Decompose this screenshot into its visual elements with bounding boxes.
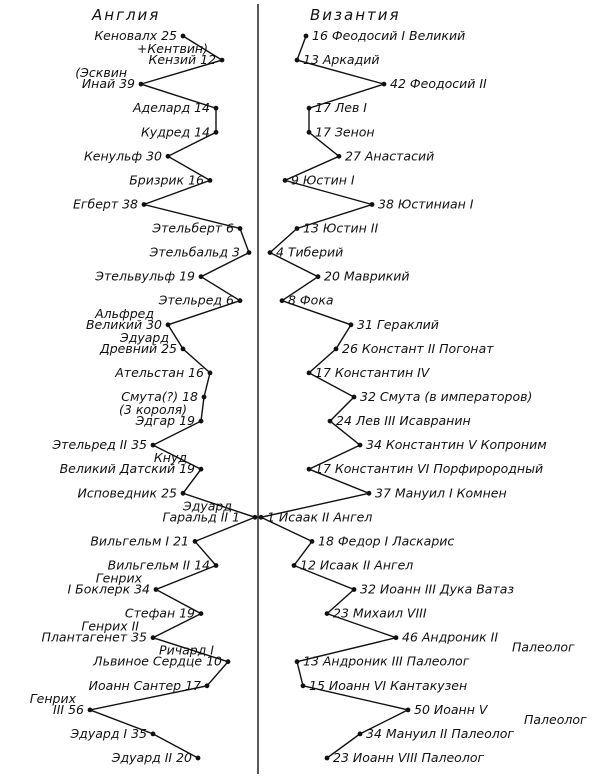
left-entry: Великий Датский 19 [59, 461, 195, 477]
right-point [325, 611, 330, 616]
right-entry: 24 Лев III Исавранин [336, 413, 471, 429]
left-entry-line2: Альфред [95, 305, 154, 321]
right-point [292, 563, 297, 568]
right-point [307, 106, 312, 111]
right-point [349, 322, 354, 327]
left-entry-line2: (3 короля) [119, 402, 187, 418]
left-point [196, 756, 201, 761]
left-point [214, 130, 219, 135]
left-entry-line2: Генрих II [81, 618, 139, 634]
left-entry: I Боклерк 34 [67, 581, 150, 597]
england-sequence [30, 28, 258, 765]
right-point [259, 515, 264, 520]
left-point [205, 683, 210, 688]
left-point [88, 708, 93, 713]
right-point [295, 659, 300, 664]
left-point [208, 371, 213, 376]
right-entry: 34 Мануил II Палеолог [366, 725, 514, 741]
left-entry: III 56 [53, 701, 84, 717]
right-point [307, 371, 312, 376]
right-entry: 32 Иоанн III Дука Ватаз [360, 581, 515, 597]
left-entry: Егберт 38 [73, 196, 138, 212]
left-entry: Кудред 14 [140, 124, 210, 140]
right-point [406, 708, 411, 713]
right-point [358, 732, 363, 737]
left-entry: Кензий 12 [148, 52, 216, 68]
right-entry-line2: Палеолог [512, 639, 575, 655]
right-entry: 16 Феодосий I Великий [312, 28, 466, 43]
left-point [181, 347, 186, 352]
right-point [367, 491, 372, 496]
right-entry: 20 Маврикий [324, 268, 410, 284]
left-entry-line2: Генрих [29, 690, 76, 706]
left-point [199, 274, 204, 279]
left-point [151, 443, 156, 448]
right-entry: 34 Константин V Копроним [366, 437, 547, 453]
left-point [181, 491, 186, 496]
right-point [304, 34, 309, 39]
right-entry: 17 Лев I [315, 100, 367, 116]
left-point [199, 467, 204, 472]
right-entry: 38 Юстиниан I [378, 196, 474, 212]
right-entry: 50 Иоанн V [414, 701, 488, 717]
left-entry: Этельред 6 [158, 292, 234, 308]
right-entry-line2: Палеолог [524, 711, 587, 727]
right-point [352, 395, 357, 400]
right-entry: 12 Исаак II Ангел [300, 557, 414, 573]
left-entry: Этельберт 6 [152, 220, 234, 236]
left-entry: Бризрик 16 [129, 172, 204, 188]
right-point [295, 58, 300, 63]
left-entry: Плантагенет 35 [41, 629, 147, 645]
right-entry: 1 Исаак II Ангел [267, 509, 373, 525]
right-entry: 17 Константин VI Порфирородный [315, 461, 544, 477]
right-point [337, 154, 342, 159]
left-entry: Смута(?) 18 [121, 389, 198, 404]
right-point [283, 178, 288, 183]
left-entry: Кенульф 30 [83, 148, 162, 164]
right-point [325, 756, 330, 761]
left-entry: Кеновалх 25 [94, 28, 177, 43]
left-point [166, 322, 171, 327]
right-entry: 17 Зенон [315, 124, 375, 140]
left-entry: Этельред II 35 [52, 437, 147, 453]
left-point [214, 563, 219, 568]
right-point [268, 250, 273, 255]
right-point [328, 419, 333, 424]
left-point [166, 154, 171, 159]
right-entry: 42 Феодосий II [390, 76, 487, 92]
left-point [154, 587, 159, 592]
right-point [310, 539, 315, 544]
left-point [247, 250, 252, 255]
left-entry-line2: (Эсквин [75, 65, 127, 81]
left-point [253, 515, 258, 520]
left-entry-line2: Ричард I [159, 642, 214, 658]
right-entry: 46 Андроник II [402, 629, 499, 645]
left-entry: Великий 30 [85, 316, 162, 332]
left-point [151, 732, 156, 737]
right-entry: 32 Смута (в императоров) [360, 389, 533, 404]
right-point [316, 274, 321, 279]
left-entry: Вильгельм I 21 [90, 533, 189, 549]
right-point [352, 587, 357, 592]
right-entry: 8 Фока [288, 292, 334, 308]
left-entry: Иоанн Сантер 17 [88, 677, 201, 693]
right-entry: 27 Анастасий [345, 148, 435, 164]
right-point [307, 467, 312, 472]
left-entry-line2: Кнуд [153, 450, 187, 466]
right-point [280, 298, 285, 303]
left-entry: Древний 25 [99, 340, 177, 356]
left-entry-line2: Эдуард [119, 329, 169, 345]
left-point [226, 659, 231, 664]
left-entry: Гаральд II 1 [162, 509, 240, 525]
right-entry: 9 Юстин I [291, 172, 355, 188]
left-entry: Ательстан 16 [115, 364, 204, 380]
left-entry: Эдуард II 20 [111, 750, 192, 765]
left-entry: Эдуард I 35 [70, 725, 147, 741]
right-entry: 15 Иоанн VI Кантакузен [309, 677, 468, 693]
left-entry-line2: +Кентвин) [136, 41, 208, 57]
left-point [238, 226, 243, 231]
left-entry: Аделард 14 [133, 100, 210, 116]
left-point [214, 106, 219, 111]
right-point [382, 82, 387, 87]
right-entry: 17 Константин IV [315, 364, 430, 380]
right-entry: 13 Аркадий [303, 52, 380, 68]
left-point [238, 298, 243, 303]
right-point [370, 202, 375, 207]
right-point [307, 130, 312, 135]
right-entry: 23 Михаил VIII [333, 605, 427, 621]
header-byzantium: Византия [310, 6, 401, 24]
left-point [142, 202, 147, 207]
header-england: Англия [92, 6, 161, 24]
left-entry: Исповедник 25 [77, 485, 177, 501]
right-point [394, 635, 399, 640]
left-entry-line2: Эдуард [182, 498, 232, 514]
right-entry: 4 Тиберий [276, 244, 344, 260]
left-entry: Этельвульф 19 [95, 268, 195, 284]
right-entry: 26 Констант II Погонат [342, 340, 494, 356]
right-entry: 13 Юстин II [303, 220, 379, 236]
left-entry: Эдгар 19 [135, 413, 195, 429]
left-entry-line2: Генрих [95, 570, 142, 586]
right-entry: 31 Гераклий [357, 316, 439, 332]
left-entry: Инай 39 [81, 76, 135, 92]
left-entry: Этельбальд 3 [149, 244, 240, 260]
right-point [295, 226, 300, 231]
left-point [193, 539, 198, 544]
left-point [220, 58, 225, 63]
left-point [181, 34, 186, 39]
right-point [358, 443, 363, 448]
right-entry: 13 Андроник III Палеолог [303, 653, 470, 669]
left-point [199, 419, 204, 424]
left-point [202, 395, 207, 400]
right-entry: 37 Мануил I Комнен [375, 485, 507, 501]
left-point [199, 611, 204, 616]
right-entry: 23 Иоанн VIII Палеолог [333, 750, 485, 765]
right-point [334, 347, 339, 352]
right-point [301, 683, 306, 688]
left-point [208, 178, 213, 183]
left-entry: Стефан 19 [124, 605, 195, 621]
byzantium-sequence [259, 28, 587, 765]
right-entry: 18 Федор I Ласкарис [318, 533, 455, 549]
left-entry: Вильгельм II 14 [107, 557, 210, 573]
left-point [151, 635, 156, 640]
left-point [139, 82, 144, 87]
left-entry: Львиное Сердце 10 [93, 653, 222, 669]
